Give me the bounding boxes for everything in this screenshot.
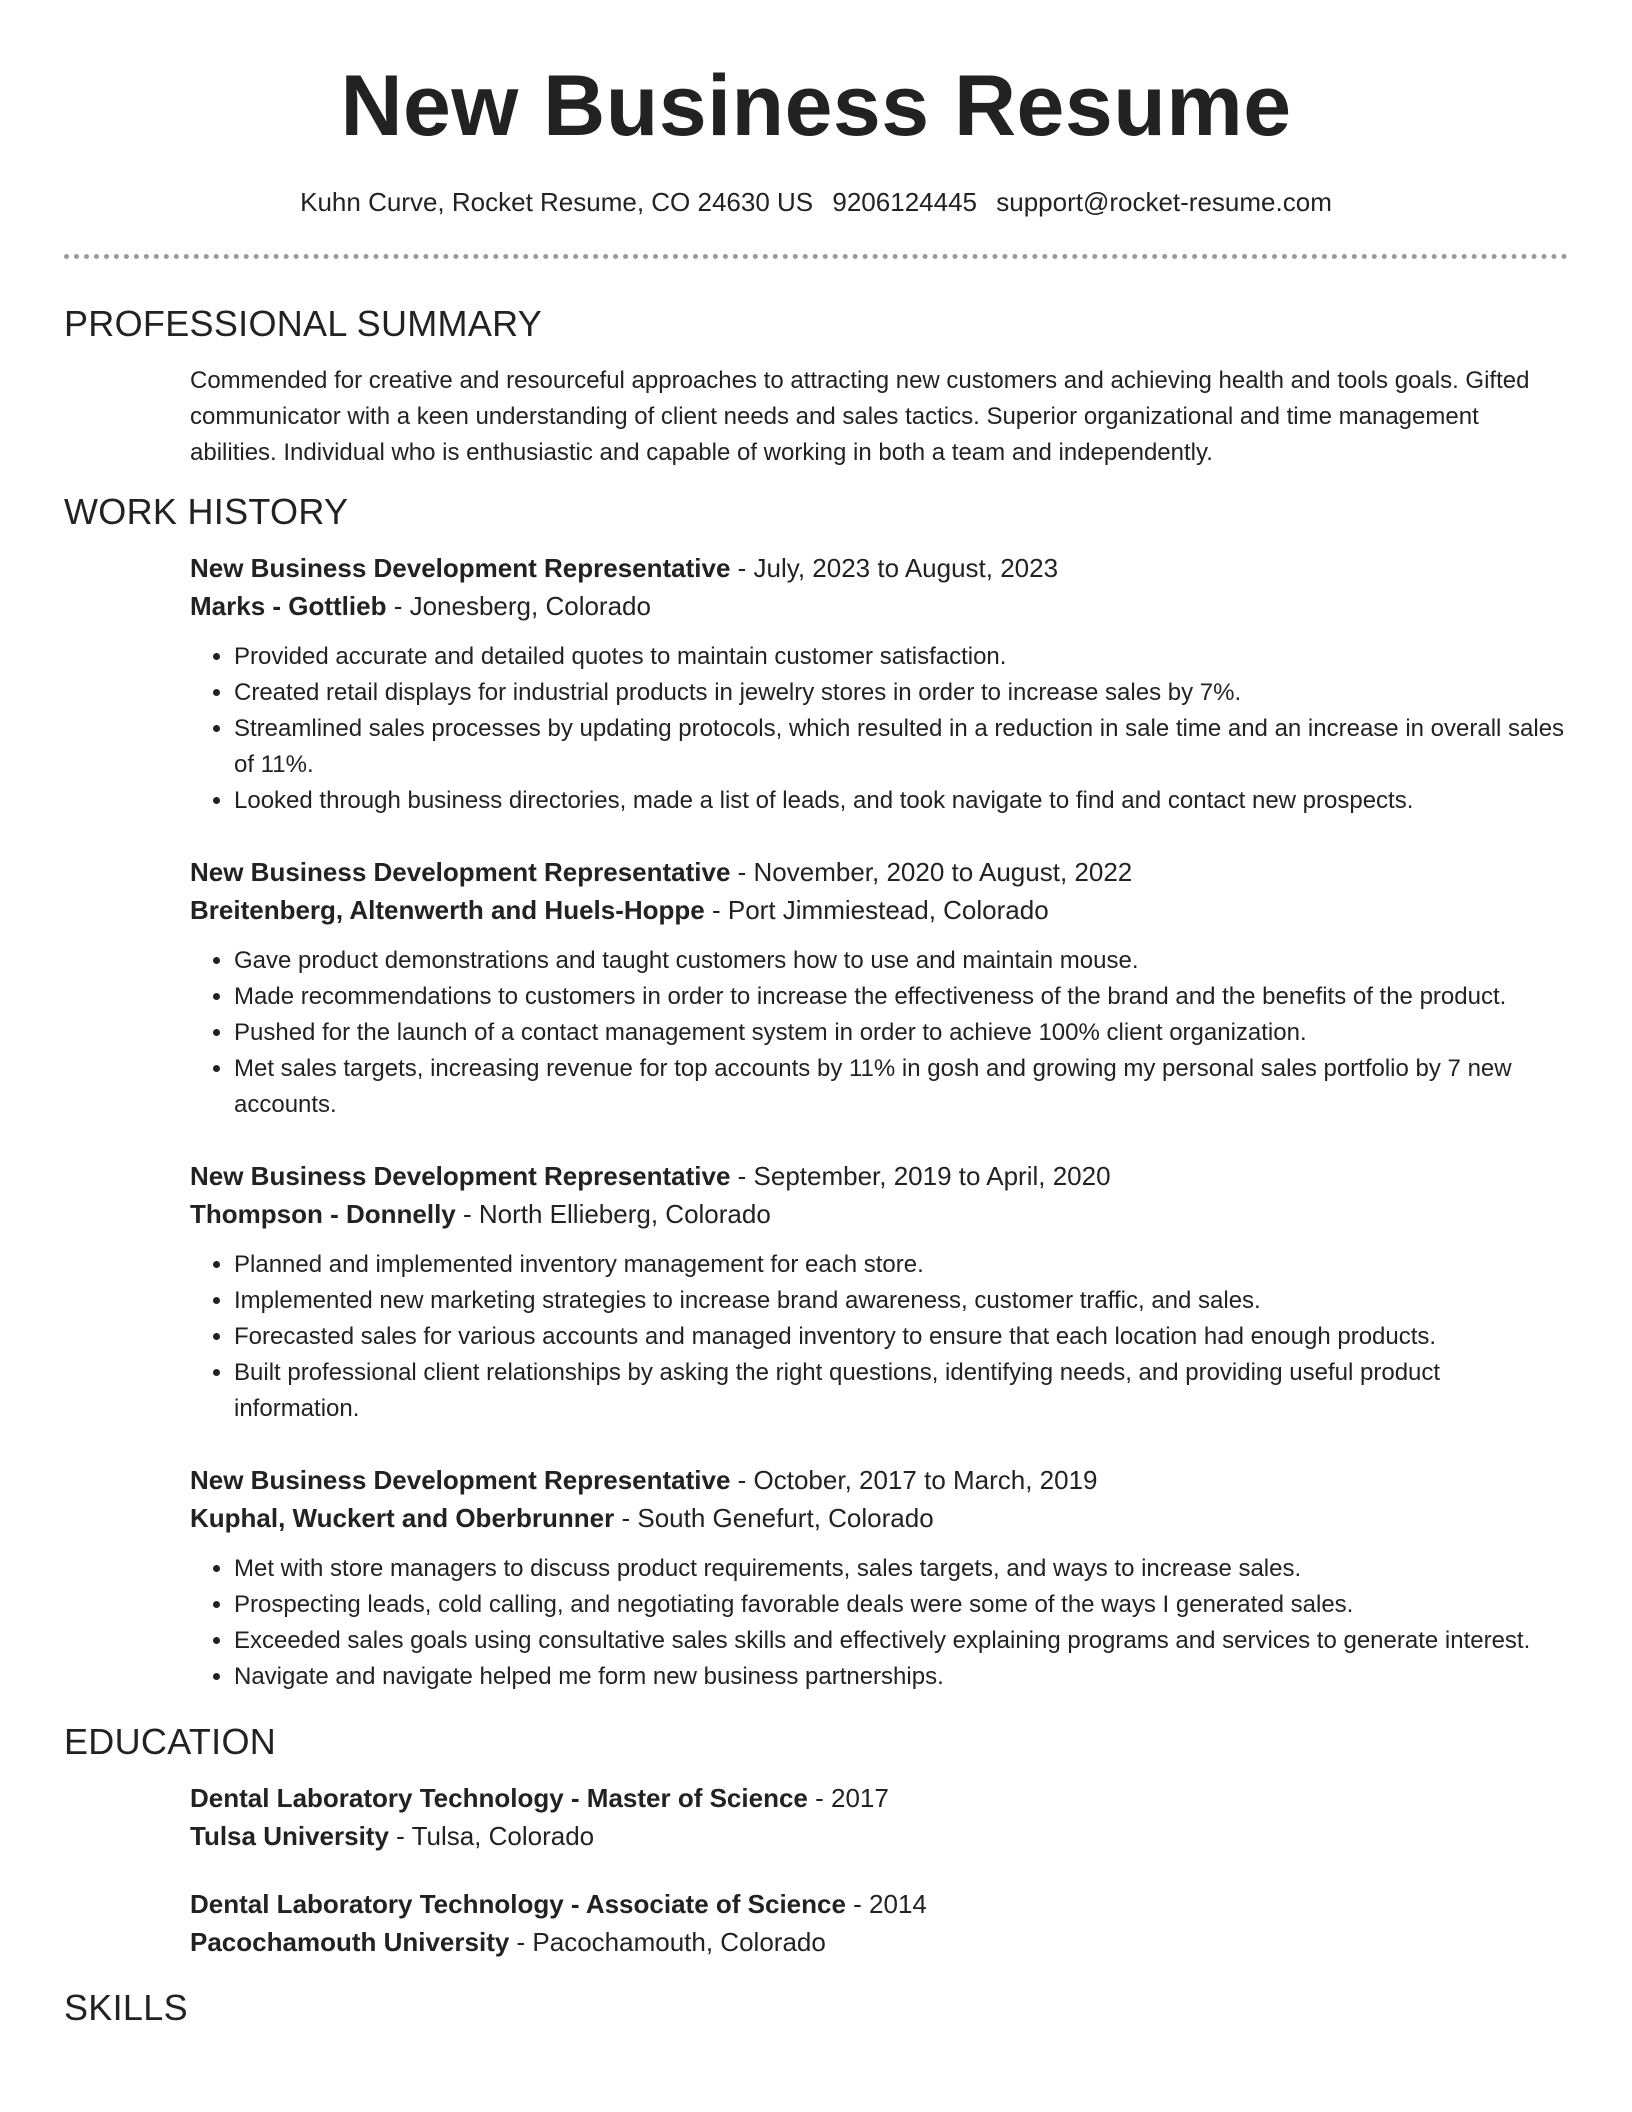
job-bullet: • Navigate and navigate helped me form new business partnerships.	[234, 1659, 1570, 1695]
job-bullet: • Forecasted sales for various accounts and managed inventory to ensure that each location had enough products.	[234, 1319, 1570, 1355]
job-location: - North Ellieberg, Colorado	[455, 1199, 771, 1229]
header-divider	[64, 254, 1568, 259]
degree: Dental Laboratory Technology - Master of Science	[190, 1783, 808, 1813]
job-company: Thompson - Donnelly	[190, 1199, 456, 1229]
job-bullets	[190, 943, 1570, 1123]
school: Pacochamouth University	[190, 1927, 510, 1957]
resume-name: New Business Resume	[340, 58, 1292, 154]
job-role: New Business Development Representative	[190, 1161, 731, 1191]
job-bullet: • Planned and implemented inventory management for each store.	[234, 1247, 1570, 1283]
job-bullet: • Built professional client relationships by asking the right questions, identifying needs, and providing useful product information.	[234, 1355, 1570, 1427]
degree-year: - 2017	[807, 1783, 889, 1813]
job-entry	[190, 853, 1570, 1123]
school-location: - Pacochamouth, Colorado	[509, 1927, 826, 1957]
work-history-section	[64, 491, 1568, 1695]
job-company: Breitenberg, Altenwerth and Huels-Hoppe	[190, 895, 705, 925]
job-location: - South Genefurt, Colorado	[614, 1503, 934, 1533]
section-title-education: EDUCATION	[64, 1721, 277, 1762]
degree-year: - 2014	[845, 1889, 927, 1919]
job-bullets	[190, 639, 1570, 819]
job-title-line	[190, 549, 1570, 587]
job-bullet: • Met with store managers to discuss product requirements, sales targets, and ways to increase sales.	[234, 1551, 1570, 1587]
job-bullet: • Provided accurate and detailed quotes to maintain customer satisfaction.	[234, 639, 1570, 675]
job-entry	[190, 1157, 1570, 1427]
job-bullet: • Implemented new marketing strategies to increase brand awareness, customer traffic, and sales.	[234, 1283, 1570, 1319]
job-bullet: • Made recommendations to customers in order to increase the effectiveness of the brand and the benefits of the product.	[234, 979, 1570, 1015]
job-bullets	[190, 1247, 1570, 1427]
job-dates: - September, 2019 to April, 2020	[730, 1161, 1111, 1191]
contact-phone: 9206124445	[832, 187, 977, 217]
summary-section	[64, 303, 1568, 471]
job-role: New Business Development Representative	[190, 553, 731, 583]
job-bullet: • Pushed for the launch of a contact management system in order to achieve 100% client organization.	[234, 1015, 1570, 1051]
job-dates: - November, 2020 to August, 2022	[730, 857, 1133, 887]
education-section	[64, 1721, 1568, 1961]
school-location: - Tulsa, Colorado	[388, 1821, 595, 1851]
contact-email: support@rocket-resume.com	[996, 187, 1332, 217]
contact-address: Kuhn Curve, Rocket Resume, CO 24630 US	[300, 187, 814, 217]
job-company-line	[190, 587, 1570, 625]
job-company-line	[190, 891, 1570, 929]
degree-line	[190, 1885, 1570, 1923]
education-entry	[190, 1885, 1570, 1961]
job-bullet: • Looked through business directories, made a list of leads, and took navigate to find and contact new prospects.	[234, 783, 1570, 819]
job-dates: - October, 2017 to March, 2019	[730, 1465, 1098, 1495]
school-line	[190, 1817, 1570, 1855]
school-line	[190, 1923, 1570, 1961]
job-role: New Business Development Representative	[190, 857, 731, 887]
job-bullet: • Created retail displays for industrial products in jewelry stores in order to increase sales by 7%.	[234, 675, 1570, 711]
job-company: Kuphal, Wuckert and Oberbrunner	[190, 1503, 615, 1533]
education-entry	[190, 1779, 1570, 1855]
job-bullet: • Prospecting leads, cold calling, and negotiating favorable deals were some of the ways I generated sales.	[234, 1587, 1570, 1623]
job-dates: - July, 2023 to August, 2023	[730, 553, 1059, 583]
job-title-line	[190, 1157, 1570, 1195]
job-bullet: • Gave product demonstrations and taught customers how to use and maintain mouse.	[234, 943, 1570, 979]
job-company: Marks - Gottlieb	[190, 591, 387, 621]
job-bullets	[190, 1551, 1570, 1695]
job-title-line	[190, 1461, 1570, 1499]
resume-page	[64, 0, 1568, 2029]
section-title-skills: SKILLS	[64, 1987, 188, 2028]
contact-line	[64, 186, 1568, 218]
section-title-summary: PROFESSIONAL SUMMARY	[64, 303, 543, 344]
section-title-work: WORK HISTORY	[64, 491, 349, 532]
degree: Dental Laboratory Technology - Associate of Science	[190, 1889, 846, 1919]
job-role: New Business Development Representative	[190, 1465, 731, 1495]
summary-text: Commended for creative and resourceful approaches to attracting new customers and achieving health and tools goals. Gifted communicator with a keen understanding of client needs and sales tactics. Superior organizational and time management abilities. Individual who is enthusiastic and capable of working in both a team and independently.	[190, 367, 1530, 466]
job-bullet: • Exceeded sales goals using consultative sales skills and effectively explaining programs and services to generate interest.	[234, 1623, 1570, 1659]
school: Tulsa University	[190, 1821, 389, 1851]
job-entry	[190, 549, 1570, 819]
skills-section	[64, 1987, 1568, 2029]
degree-line	[190, 1779, 1570, 1817]
job-bullet: • Streamlined sales processes by updating protocols, which resulted in a reduction in sale time and an increase in overall sales of 11%.	[234, 711, 1570, 783]
job-entry	[190, 1461, 1570, 1695]
job-company-line	[190, 1195, 1570, 1233]
job-company-line	[190, 1499, 1570, 1537]
job-location: - Jonesberg, Colorado	[386, 591, 651, 621]
job-location: - Port Jimmiestead, Colorado	[704, 895, 1049, 925]
job-title-line	[190, 853, 1570, 891]
job-bullet: • Met sales targets, increasing revenue for top accounts by 11% in gosh and growing my personal sales portfolio by 7 new accounts.	[234, 1051, 1570, 1123]
